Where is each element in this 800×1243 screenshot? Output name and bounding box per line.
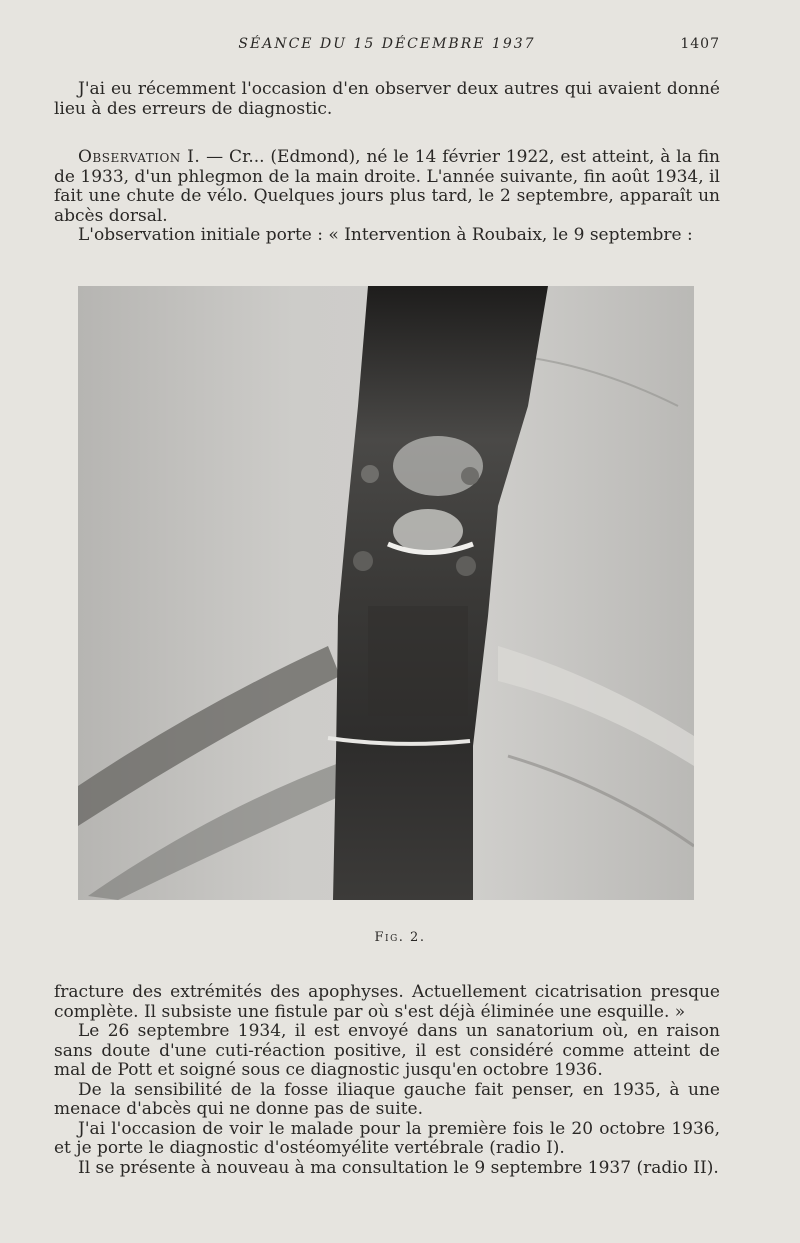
observation-label: Observation I. [78, 147, 201, 167]
continuation-block [54, 983, 720, 1178]
observation-text: — Cr... (Edmond), né le 14 février 1922, est atteint, à la fin de 1933, d'un phlegmon de la main droite. L'année suivante, fin août 1934, il fait une chute de vélo. Quelques jours plus tard, le 2 septembre, apparaît un abcès dorsal. [54, 147, 720, 226]
running-title: SÉANCE DU 15 DÉCEMBRE 1937 [238, 36, 536, 52]
observation-initial: L'observation initiale porte : « Intervention à Roubaix, le 9 septembre : [78, 225, 693, 245]
continuation-p1: fracture des extrémités des apophyses. Actuellement cicatrisation presque complète. Il subsiste une fistule par où s'est déjà éliminée une esquille. » [54, 982, 720, 1022]
intro-paragraph [54, 80, 720, 119]
radiograph-figure [78, 286, 694, 900]
observation-block [54, 148, 720, 246]
radiograph-image [78, 286, 694, 900]
continuation-p2: Le 26 septembre 1934, il est envoyé dans un sanatorium où, en raison sans doute d'une cuti-réaction positive, il est considéré comme atteint de mal de Pott et soigné sous ce diagnostic jusqu'en octobre 1936. [54, 1021, 720, 1080]
continuation-p4: J'ai l'occasion de voir le malade pour la première fois le 20 octobre 1936, et je porte le diagnostic d'ostéomyélite vertébrale (radio I). [54, 1118, 720, 1158]
page-header [54, 36, 720, 56]
intro-text: J'ai eu récemment l'occasion d'en observer deux autres qui avaient donné lieu à des erreurs de diagnostic. [54, 79, 720, 119]
continuation-p3: De la sensibilité de la fosse iliaque gauche fait penser, en 1935, à une menace d'abcès qui ne donne pas de suite. [54, 1079, 720, 1119]
page-number: 1407 [680, 36, 720, 52]
figure-caption: Fig. 2. [374, 930, 426, 945]
continuation-p5: Il se présente à nouveau à ma consultation le 9 septembre 1937 (radio II). [78, 1157, 719, 1178]
